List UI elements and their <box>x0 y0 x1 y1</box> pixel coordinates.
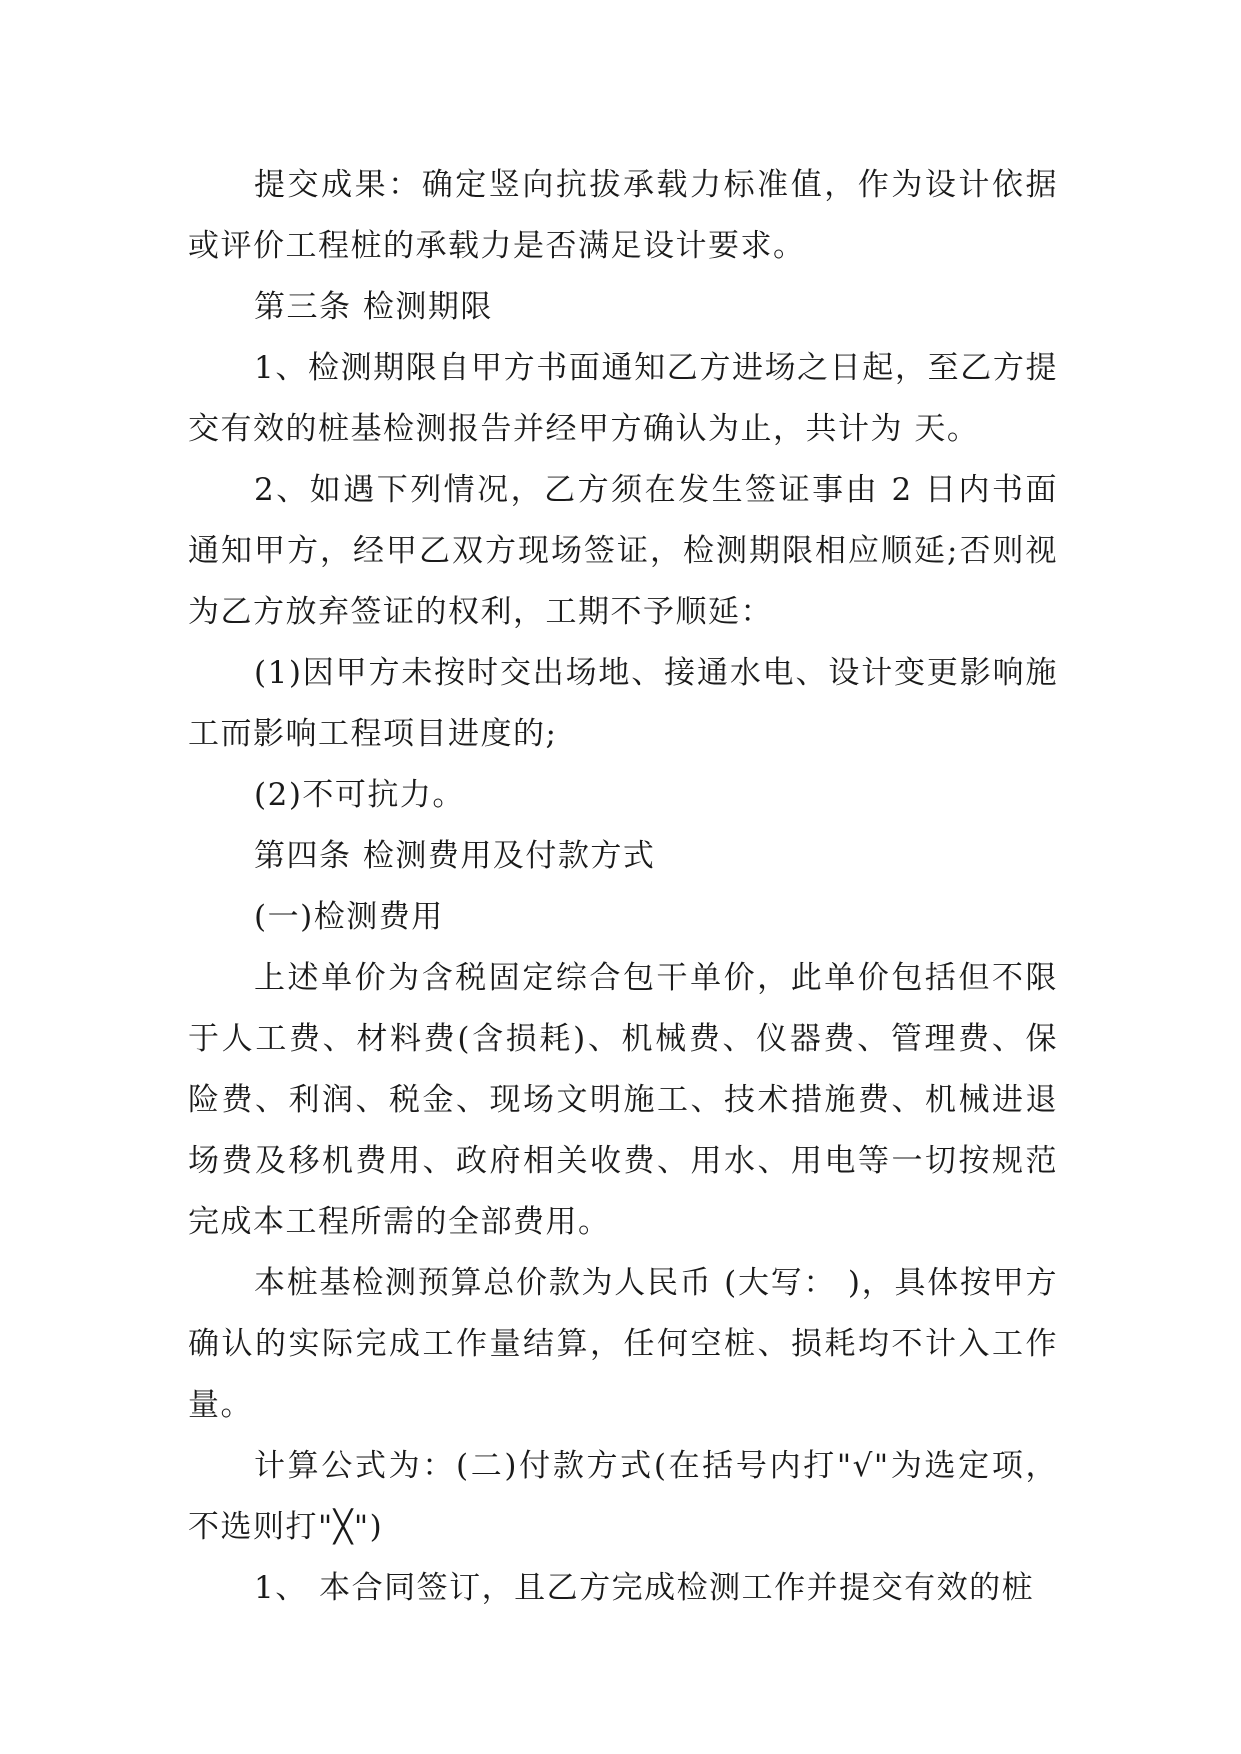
paragraph-payment-item-one: 1、 本合同签订，且乙方完成检测工作并提交有效的桩 <box>254 1570 1035 1606</box>
paragraph-extension-conditions: 2、如遇下列情况，乙方须在发生签证事由 2 日内书面通知甲方，经甲乙双方现场签证，检测期限相应顺延;否则视为乙方放弃签证的权利，工期不予顺延： <box>188 472 1058 630</box>
paragraph-payment-method: 计算公式为：(二)付款方式(在括号内打"√"为选定项，不选则打"╳") <box>188 1448 1058 1545</box>
heading-article-three: 第三条 检测期限 <box>254 289 493 325</box>
paragraph-condition-two: (2)不可抗力。 <box>254 777 465 813</box>
paragraph-submission-result: 提交成果：确定竖向抗拔承载力标准值，作为设计依据或评价工程桩的承载力是否满足设计要求。 <box>188 167 1058 264</box>
paragraph-condition-one: (1)因甲方未按时交出场地、接通水电、设计变更影响施工而影响工程项目进度的; <box>188 655 1058 752</box>
document-body <box>188 155 1058 1619</box>
paragraph-total-budget: 本桩基检测预算总价款为人民币 (大写： )，具体按甲方确认的实际完成工作量结算，任何空桩、损耗均不计入工作量。 <box>188 1265 1058 1423</box>
heading-article-four: 第四条 检测费用及付款方式 <box>254 838 656 874</box>
paragraph-inspection-period: 1、检测期限自甲方书面通知乙方进场之日起，至乙方提交有效的桩基检测报告并经甲方确认为止，共计为 天。 <box>188 350 1058 447</box>
subheading-inspection-fees: (一)检测费用 <box>254 899 444 935</box>
paragraph-unit-price: 上述单价为含税固定综合包干单价，此单价包括但不限于人工费、材料费(含损耗)、机械费、仪器费、管理费、保险费、利润、税金、现场文明施工、技术措施费、机械进退场费及移机费用、政府相关收费、用水、用电等一切按规范完成本工程所需的全部费用。 <box>188 960 1058 1240</box>
